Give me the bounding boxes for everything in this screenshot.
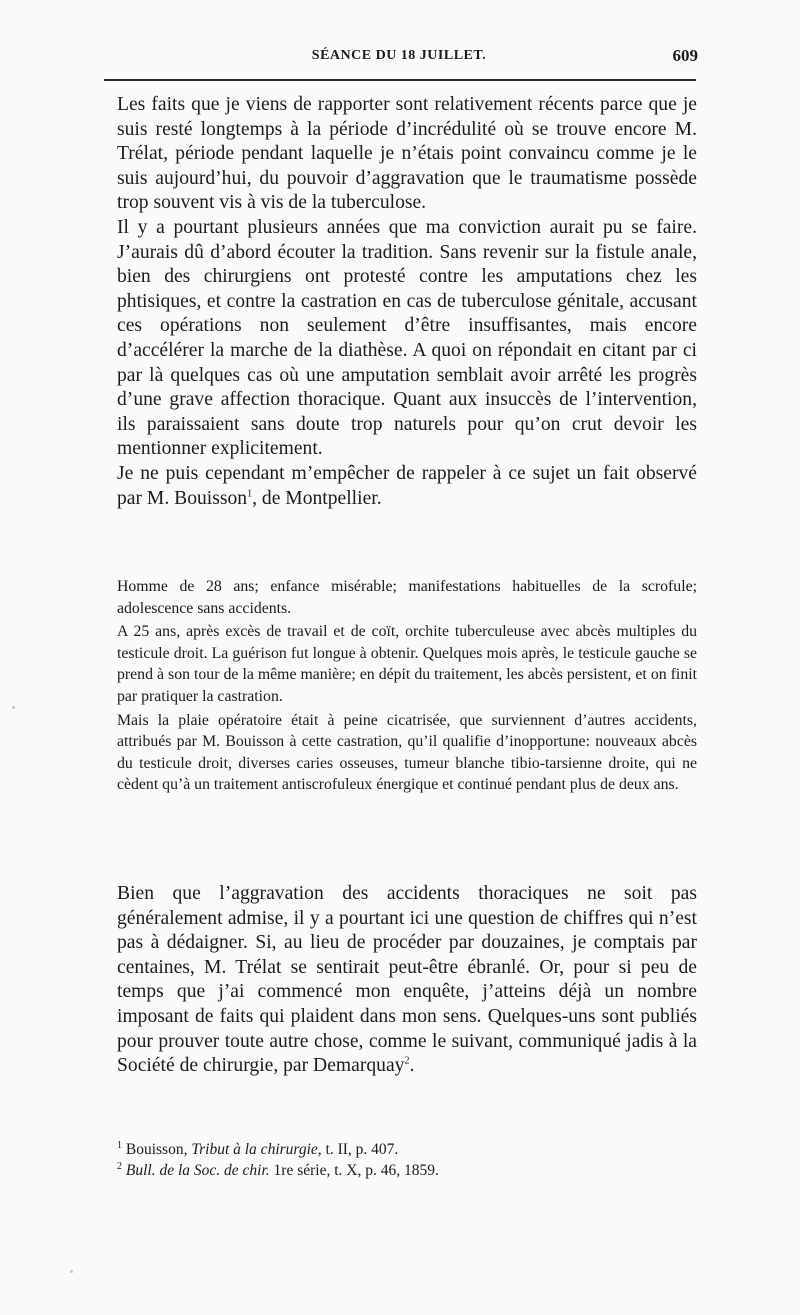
footnote-2 (117, 1160, 697, 1181)
paragraph-2: Il y a pourtant plusieurs années que ma conviction aurait pu se faire. J’aurais dû d’abord écouter la tradition. Sans revenir sur la fistule anale, bien des chirurgiens ont protesté contre les amputations chez les phtisiques, et contre la castration en cas de tuberculose génitale, accusant ces opérations non seulement d’être insuffisantes, mais encore d’accélérer la marche de la diathèse. A quoi on répondait en citant par ci par là quelques cas où une amputation semblait avoir arrêté les progrès d’une grave affection thoracique. Quant aux insuccès de l’intervention, ils paraissaient sans doute trop naturels pour qu’on crut devoir les mentionner explicitement. (117, 216, 697, 460)
paper-speck (12, 706, 15, 709)
paper-speck (70, 1270, 73, 1273)
case-paragraph-3: Mais la plaie opératoire était à peine cicatrisée, que surviennent d’autres accidents, attribués par M. Bouisson à cette castration, qu’il qualifie d’inopportune: nouveaux abcès du testicule droit, diverses caries osseuses, tumeur blanche tibio-tarsienne droite, qui ne cèdent qu’à un traitement antiscrofuleux énergique et continué pendant plus de deux ans. (117, 711, 697, 794)
paragraph-4-tail: . (409, 1055, 415, 1077)
page-header (100, 48, 698, 72)
case-paragraph-1: Homme de 28 ans; enfance misérable; manifestations habituelles de la scrofule; adolescence sans accidents. (117, 578, 697, 617)
footnote-details: 1re série, t. X, p. 46, 1859. (269, 1162, 439, 1179)
paragraph-3-text: Je ne puis cependant m’empêcher de rappeler à ce sujet un fait observé par M. Bouisson (117, 462, 697, 509)
closing-paragraph (117, 882, 697, 1079)
header-rule (104, 79, 696, 81)
paragraph-3 (117, 462, 697, 511)
footnote-title: Bull. de la Soc. de chir. (125, 1162, 270, 1179)
page-number: 609 (672, 46, 698, 65)
footnote-details: , t. II, p. 407. (317, 1141, 399, 1158)
running-title: SÉANCE DU 18 JUILLET. (311, 48, 487, 63)
footnote-author: Bouisson, (125, 1141, 192, 1158)
paragraph-4 (117, 882, 697, 1079)
main-text (117, 93, 697, 511)
paragraph-4-text: Bien que l’aggravation des accidents thoraciques ne soit pas généralement admise, il y a pourtant ici une question de chiffres qui n’est pas à dédaigner. Si, au lieu de procéder par douzaines, je comptais par centaines, M. Trélat se sentirait peut-être ébranlé. Or, pour si peu de temps que j’ai commencé mon enquête, j’atteins déjà un nombre imposant de faits qui plaident dans mon sens. Quelques-uns sont publiés pour prouver toute autre chose, comme le suivant, communiqué jadis à la Société de chirurgie, par Demarquay (117, 883, 697, 1077)
footnote-ref-1: 1 (247, 487, 253, 499)
footnote-marker: 1 (117, 1139, 122, 1151)
footnote-marker: 2 (117, 1160, 122, 1172)
case-report (117, 576, 697, 798)
footnote-ref-2: 2 (404, 1055, 410, 1067)
paragraph-3-tail: , de Montpellier. (252, 487, 382, 509)
footnote-title: Tribut à la chirurgie (191, 1141, 318, 1158)
paragraph-1: Les faits que je viens de rapporter sont relativement récents parce que je suis resté longtemps à la période d’incrédulité où se trouve encore M. Trélat, période pendant laquelle je n’étais point convaincu comme je le suis aujourd’hui, du pouvoir d’aggravation que le traumatisme possède trop souvent vis à vis de la tuberculose. (117, 94, 697, 214)
footnotes (117, 1139, 697, 1181)
case-paragraph-2: A 25 ans, après excès de travail et de coït, orchite tuberculeuse avec abcès multiples du testicule droit. La guérison fut longue à obtenir. Quelques mois après, le testicule gauche se prend à son tour de la même manière; en dépit du traitement, les abcès persistent, et on finit par pratiquer la castration. (117, 623, 697, 705)
footnote-1 (117, 1139, 697, 1160)
